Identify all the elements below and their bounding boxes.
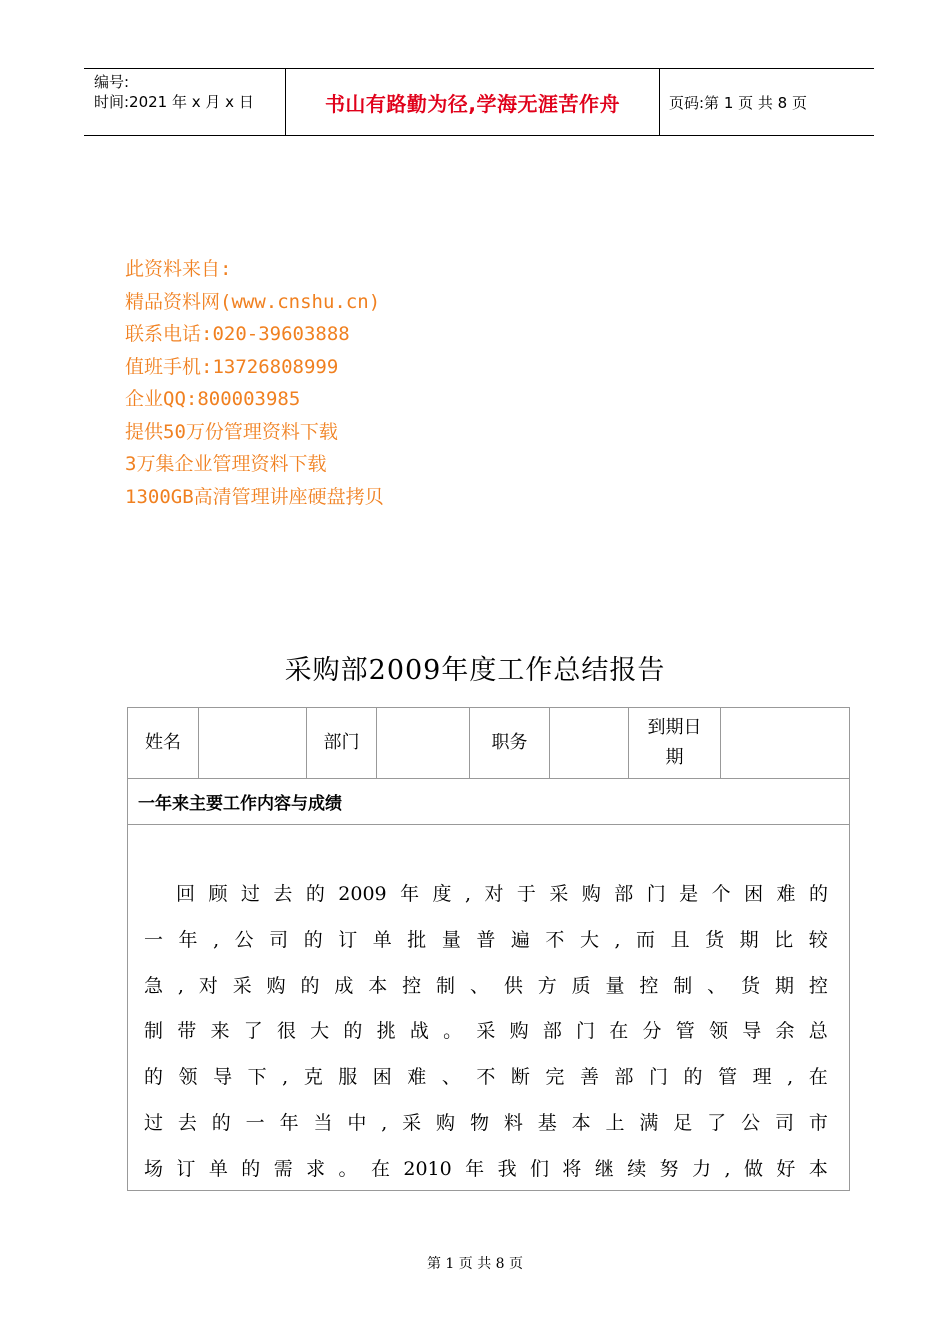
- body-char: 续: [627, 1157, 647, 1180]
- body-char: 司: [774, 1111, 794, 1134]
- document-number-label: 编号:: [94, 73, 130, 91]
- body-char: 门: [646, 883, 666, 905]
- body-char: 且: [670, 928, 690, 951]
- document-time-label: 时间:2021 年 x 月 x 日: [94, 93, 254, 111]
- body-char: 控: [808, 974, 828, 997]
- body-char: 的: [144, 1066, 164, 1089]
- due-date-label-line: 到期日: [647, 717, 702, 738]
- body-char: 的: [808, 883, 828, 905]
- due-date-label: [648, 713, 702, 773]
- body-char: 司: [269, 928, 289, 951]
- body-char: 货: [705, 928, 725, 951]
- body-char: 公: [741, 1111, 761, 1134]
- body-char: 做: [743, 1157, 763, 1180]
- ad-line: 企业QQ:800003985: [125, 388, 301, 410]
- body-char: 足: [673, 1111, 693, 1134]
- body-char: 上: [605, 1111, 625, 1134]
- body-char: ,: [614, 928, 621, 951]
- body-char: ,: [177, 974, 184, 997]
- dept-label: 部门: [323, 732, 360, 753]
- body-char: 管: [675, 1020, 695, 1043]
- body-char: 购: [581, 883, 601, 905]
- body-char: 门: [576, 1020, 596, 1043]
- body-line: [144, 918, 828, 964]
- due-date-value-cell: [721, 708, 849, 778]
- body-char: 本: [808, 1157, 828, 1180]
- body-char: 购: [266, 974, 286, 997]
- body-char: 制: [436, 974, 456, 997]
- body-char: 回: [176, 883, 196, 905]
- body-char: 单: [372, 928, 392, 951]
- body-char: 购: [436, 1111, 456, 1134]
- body-char: 购: [509, 1020, 529, 1043]
- body-char: 导: [213, 1066, 233, 1089]
- body-char: 的: [683, 1066, 703, 1089]
- body-char: 战: [409, 1020, 429, 1043]
- body-char: 顾: [208, 883, 228, 905]
- body-char: 的: [343, 1020, 363, 1043]
- due-date-label-line: 期: [665, 747, 684, 768]
- body-char: 采: [402, 1111, 422, 1134]
- body-char: 遍: [510, 928, 530, 951]
- body-char: ,: [464, 883, 472, 905]
- body-char: 普: [476, 928, 496, 951]
- dept-label-cell: [307, 708, 377, 778]
- body-char: 采: [549, 883, 569, 905]
- body-char: 大: [579, 928, 599, 951]
- body-char: 克: [303, 1066, 323, 1089]
- header-table: [84, 68, 874, 136]
- body-char: 对: [198, 974, 218, 997]
- body-char: 来: [210, 1020, 230, 1043]
- body-char: 努: [659, 1157, 679, 1180]
- body-char: 去: [177, 1111, 197, 1134]
- section-header-row: [128, 779, 849, 825]
- page-info: 页码:第 1 页 共 8 页: [669, 93, 807, 112]
- body-char: 力: [692, 1157, 712, 1180]
- body-char: 需: [273, 1157, 293, 1180]
- body-char: 分: [642, 1020, 662, 1043]
- ad-line: 联系电话:020-39603888: [125, 323, 350, 345]
- header-meta-cell: [84, 69, 284, 135]
- body-char: 公: [234, 928, 254, 951]
- position-label: 职务: [491, 732, 528, 753]
- body-char: 部: [614, 883, 634, 905]
- body-char: 很: [276, 1020, 296, 1043]
- body-char: 的: [300, 974, 320, 997]
- body-char: 继: [594, 1157, 614, 1180]
- body-char: 本: [368, 974, 388, 997]
- body-char: 个: [711, 883, 731, 905]
- motto-text: 书山有路勤为径,学海无涯苦作舟: [324, 91, 621, 116]
- position-label-cell: [470, 708, 550, 778]
- body-line: [144, 1147, 828, 1193]
- body-char: 质: [571, 974, 591, 997]
- body-char: 期: [774, 974, 794, 997]
- body-char: 订: [338, 928, 358, 951]
- body-char: 供: [503, 974, 523, 997]
- body-char: 领: [708, 1020, 728, 1043]
- body-line: [144, 1009, 828, 1055]
- body-char: 基: [537, 1111, 557, 1134]
- body-char: 门: [649, 1066, 669, 1089]
- body-char: 制: [144, 1020, 164, 1043]
- body-char: 一: [144, 928, 164, 951]
- body-char: ,: [787, 1066, 794, 1089]
- document-title: 采购部2009年度工作总结报告: [284, 655, 666, 686]
- ad-line: 此资料来自:: [125, 258, 232, 280]
- body-char: 不: [476, 1066, 496, 1089]
- body-char: 部: [542, 1020, 562, 1043]
- body-char: 理: [752, 1066, 772, 1089]
- header-motto-cell: [285, 69, 660, 135]
- body-char: 在: [609, 1020, 629, 1043]
- body-char: 管: [718, 1066, 738, 1089]
- body-char: 困: [744, 883, 764, 905]
- body-char: 方: [537, 974, 557, 997]
- body-char: 求: [306, 1157, 326, 1180]
- body-char: 急: [144, 974, 164, 997]
- body-char: 。: [338, 1157, 358, 1180]
- body-char: ,: [381, 1111, 388, 1134]
- body-char: 制: [673, 974, 693, 997]
- body-char: 挑: [376, 1020, 396, 1043]
- page-footer: 第 1 页 共 8 页: [426, 1256, 524, 1272]
- body-char: 度: [432, 883, 452, 905]
- body-char: 完: [545, 1066, 565, 1089]
- body-char: 对: [484, 883, 504, 905]
- body-char: 当: [313, 1111, 333, 1134]
- body-char: 们: [529, 1157, 549, 1180]
- body-char: 过: [144, 1111, 164, 1134]
- form-info-row: [128, 708, 849, 779]
- body-char: 市: [808, 1111, 828, 1134]
- body-char: 2009: [338, 883, 387, 905]
- body-char: 服: [338, 1066, 358, 1089]
- body-char: 年: [465, 1157, 485, 1180]
- body-char: 去: [273, 883, 293, 905]
- body-char: 场: [144, 1157, 164, 1180]
- body-char: 、: [469, 974, 489, 997]
- ad-line: 值班手机:13726808999: [125, 355, 339, 378]
- position-value-cell: [550, 708, 629, 778]
- body-char: 大: [310, 1020, 330, 1043]
- body-char: 部: [614, 1066, 634, 1089]
- body-char: 2010: [403, 1157, 452, 1180]
- name-label: 姓名: [145, 732, 181, 753]
- ad-line: 3万集企业管理资料下载: [125, 453, 327, 475]
- body-char: 难: [776, 883, 796, 905]
- body-char: 单: [208, 1157, 228, 1180]
- body-char: 的: [211, 1111, 231, 1134]
- body-line: [144, 1101, 828, 1147]
- body-char: 控: [402, 974, 422, 997]
- body-char: 批: [407, 928, 427, 951]
- body-char: 在: [808, 1066, 828, 1089]
- body-char: 货: [741, 974, 761, 997]
- body-char: 善: [579, 1066, 599, 1089]
- due-date-label-cell: [629, 708, 721, 778]
- name-label-cell: [128, 708, 199, 778]
- body-char: 好: [776, 1157, 796, 1180]
- body-char: 满: [639, 1111, 659, 1134]
- body-char: 的: [241, 1157, 261, 1180]
- body-char: 将: [562, 1157, 582, 1180]
- source-ad-block: [125, 253, 384, 513]
- body-char: 年: [178, 928, 198, 951]
- body-char: 采: [476, 1020, 496, 1043]
- ad-line: 提供50万份管理资料下载: [125, 420, 338, 443]
- body-char: 采: [232, 974, 252, 997]
- body-char: 物: [469, 1111, 489, 1134]
- body-char: 期: [739, 928, 759, 951]
- body-char: 难: [407, 1066, 427, 1089]
- body-char: 在: [370, 1157, 390, 1180]
- body-char: 我: [497, 1157, 517, 1180]
- body-char: 是: [679, 883, 699, 905]
- body-char: 量: [605, 974, 625, 997]
- body-char: 不: [545, 928, 565, 951]
- body-char: 中: [347, 1111, 367, 1134]
- body-char: 成: [334, 974, 354, 997]
- body-char: 了: [707, 1111, 727, 1134]
- body-char: 量: [441, 928, 461, 951]
- body-char: 领: [178, 1066, 198, 1089]
- body-line: [144, 964, 828, 1010]
- body-line: [144, 1055, 828, 1101]
- body-char: 。: [443, 1020, 463, 1043]
- section-label: 一年来主要工作内容与成绩: [138, 794, 342, 814]
- header-page-cell: [659, 69, 873, 135]
- body-char: 总: [808, 1020, 828, 1043]
- body-char: 控: [639, 974, 659, 997]
- body-char: 本: [571, 1111, 591, 1134]
- body-char: 料: [503, 1111, 523, 1134]
- body-char: ,: [282, 1066, 289, 1089]
- body-char: 较: [808, 928, 828, 951]
- body-char: 订: [176, 1157, 196, 1180]
- body-char: 断: [510, 1066, 530, 1089]
- body-char: 而: [636, 928, 656, 951]
- body-char: 一: [245, 1111, 265, 1134]
- body-char: 下: [247, 1066, 267, 1089]
- body-char: 带: [177, 1020, 197, 1043]
- report-body-text: [144, 872, 828, 1193]
- body-line: [144, 872, 828, 918]
- body-char: 年: [279, 1111, 299, 1134]
- body-char: 导: [742, 1020, 762, 1043]
- body-char: 、: [707, 974, 727, 997]
- body-char: 、: [441, 1066, 461, 1089]
- ad-line: 精品资料网(www.cnshu.cn): [125, 290, 381, 313]
- ad-line: 1300GB高清管理讲座硬盘拷贝: [125, 485, 384, 508]
- body-char: 于: [516, 883, 536, 905]
- body-char: 了: [243, 1020, 263, 1043]
- body-char: 困: [372, 1066, 392, 1089]
- body-char: 的: [305, 883, 325, 905]
- body-char: 的: [303, 928, 323, 951]
- body-char: 年: [400, 883, 420, 905]
- body-char: ,: [213, 928, 220, 951]
- body-char: 比: [774, 928, 794, 951]
- body-char: 过: [240, 883, 260, 905]
- report-form-table: [127, 707, 850, 1191]
- name-value-cell: [199, 708, 307, 778]
- dept-value-cell: [377, 708, 470, 778]
- body-char: 余: [775, 1020, 795, 1043]
- body-char: ,: [724, 1157, 731, 1180]
